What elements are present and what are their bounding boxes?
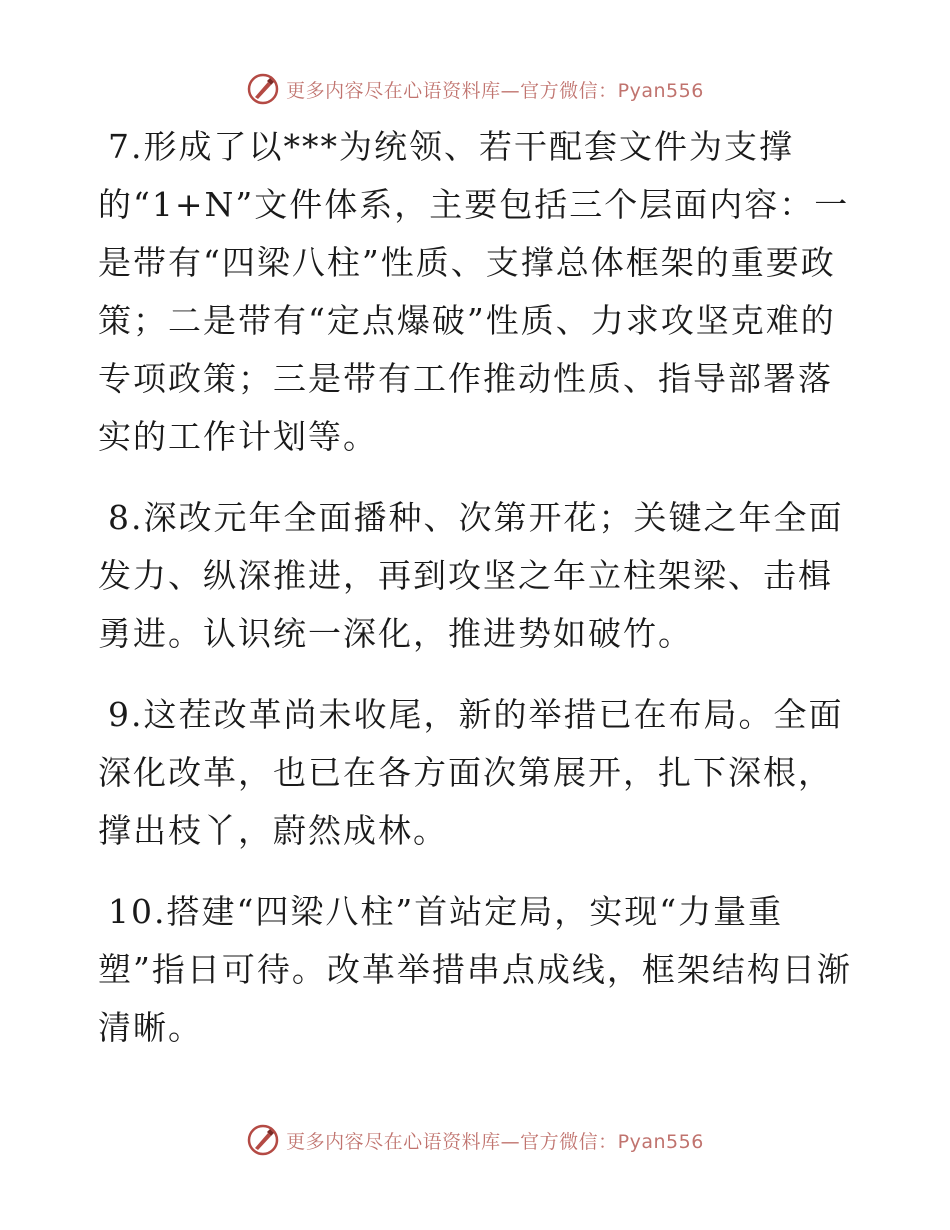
header-banner [0, 72, 950, 106]
paragraph-text: 搭建“四梁八柱”首站定局，实现“力量重塑”指日可待。改革举措串点成线，框架结构日渐清晰。 [98, 892, 852, 1047]
banner-text: 更多内容尽在心语资料库—官方微信：Pyan556 [286, 79, 704, 102]
footer-banner [0, 1123, 950, 1157]
document-body [98, 118, 858, 1080]
paragraph-number: 8. [108, 498, 144, 537]
pen-circle-icon [246, 1123, 280, 1157]
paragraph-text: 深改元年全面播种、次第开花；关键之年全面发力、纵深推进，再到攻坚之年立柱架梁、击楫勇进。认识统一深化，推进势如破竹。 [98, 498, 844, 653]
paragraph-text: 形成了以***为统领、若干配套文件为支撑的“1+N”文件体系，主要包括三个层面内容：一是带有“四梁八柱”性质、支撑总体框架的重要政策；二是带有“定点爆破”性质、力求攻坚克难的专项政策；三是带有工作推动性质、指导部署落实的工作计划等。 [98, 127, 850, 456]
pen-circle-icon [246, 72, 280, 106]
paragraph-10 [98, 883, 858, 1057]
paragraph-number: 9. [108, 695, 144, 734]
paragraph-7 [98, 118, 858, 466]
paragraph-9 [98, 686, 858, 860]
paragraph-number: 10. [108, 892, 167, 931]
paragraph-text: 这茬改革尚未收尾，新的举措已在布局。全面深化改革，也已在各方面次第展开，扎下深根，撑出枝丫，蔚然成林。 [98, 695, 844, 850]
banner-text: 更多内容尽在心语资料库—官方微信：Pyan556 [286, 1130, 704, 1153]
paragraph-number: 7. [108, 127, 144, 166]
paragraph-8 [98, 489, 858, 663]
